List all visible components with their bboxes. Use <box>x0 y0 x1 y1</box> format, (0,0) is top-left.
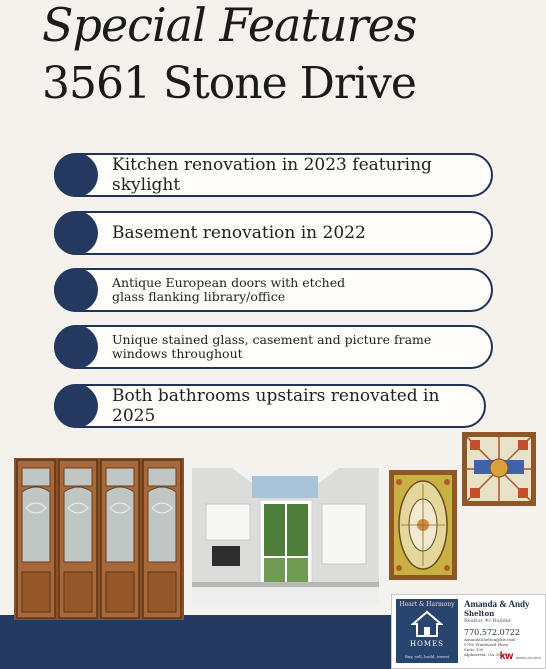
house-icon <box>411 610 443 638</box>
office-suite: Suite 100 <box>464 647 484 652</box>
agent-surname: Shelton <box>464 609 495 618</box>
feature-item-windows <box>54 325 493 369</box>
office-street: 5780 Windward Pkwy <box>464 642 509 647</box>
logo-brand-text: Heart & Harmony <box>399 601 455 608</box>
stained-glass-square-photo <box>462 432 536 506</box>
feature-item-bathrooms <box>54 384 486 428</box>
feature-item-basement <box>54 211 493 255</box>
antique-doors-photo <box>14 458 184 620</box>
bullet-circle-icon <box>54 384 98 428</box>
agent-name: Amanda & Andy <box>464 599 530 609</box>
brand-logo <box>396 599 458 663</box>
bullet-circle-icon <box>54 325 98 369</box>
agent-role: Realtor ®/ Builder <box>464 618 512 624</box>
logo-homes-text: HOMES <box>410 640 444 648</box>
kw-mark: kw <box>499 651 514 662</box>
stained-glass-oval-photo <box>389 470 457 580</box>
bullet-circle-icon <box>54 268 98 312</box>
page-title: Special Features <box>42 0 417 52</box>
logo-tagline: Buy, sell, build, invest <box>404 654 450 659</box>
bullet-circle-icon <box>54 211 98 255</box>
office-city: Alpharetta, GA 30005 <box>464 652 509 657</box>
kw-sub: NORTH ATLANTA <box>515 656 541 660</box>
feature-text: Both bathrooms upstairs renovated in 2025 <box>112 386 440 426</box>
feature-item-doors <box>54 268 493 312</box>
agent-info <box>464 599 544 657</box>
agent-email[interactable]: AmandaShelton@kw.com <box>464 637 516 642</box>
property-address: 3561 Stone Drive <box>42 58 416 109</box>
agent-card <box>391 594 546 669</box>
kitchen-photo <box>192 468 379 606</box>
feature-text: Kitchen renovation in 2023 featuring skylight <box>112 155 432 195</box>
feature-text: Basement renovation in 2022 <box>112 223 366 243</box>
bullet-circle-icon <box>54 153 98 197</box>
feature-text: Unique stained glass, casement and picture frame windows throughout <box>112 331 432 361</box>
kw-logo <box>500 651 541 662</box>
agent-phone[interactable]: 770.572.0722 <box>464 628 520 637</box>
feature-item-kitchen <box>54 153 493 197</box>
feature-text: Antique European doors with etched glass flanking library/office <box>112 274 346 304</box>
